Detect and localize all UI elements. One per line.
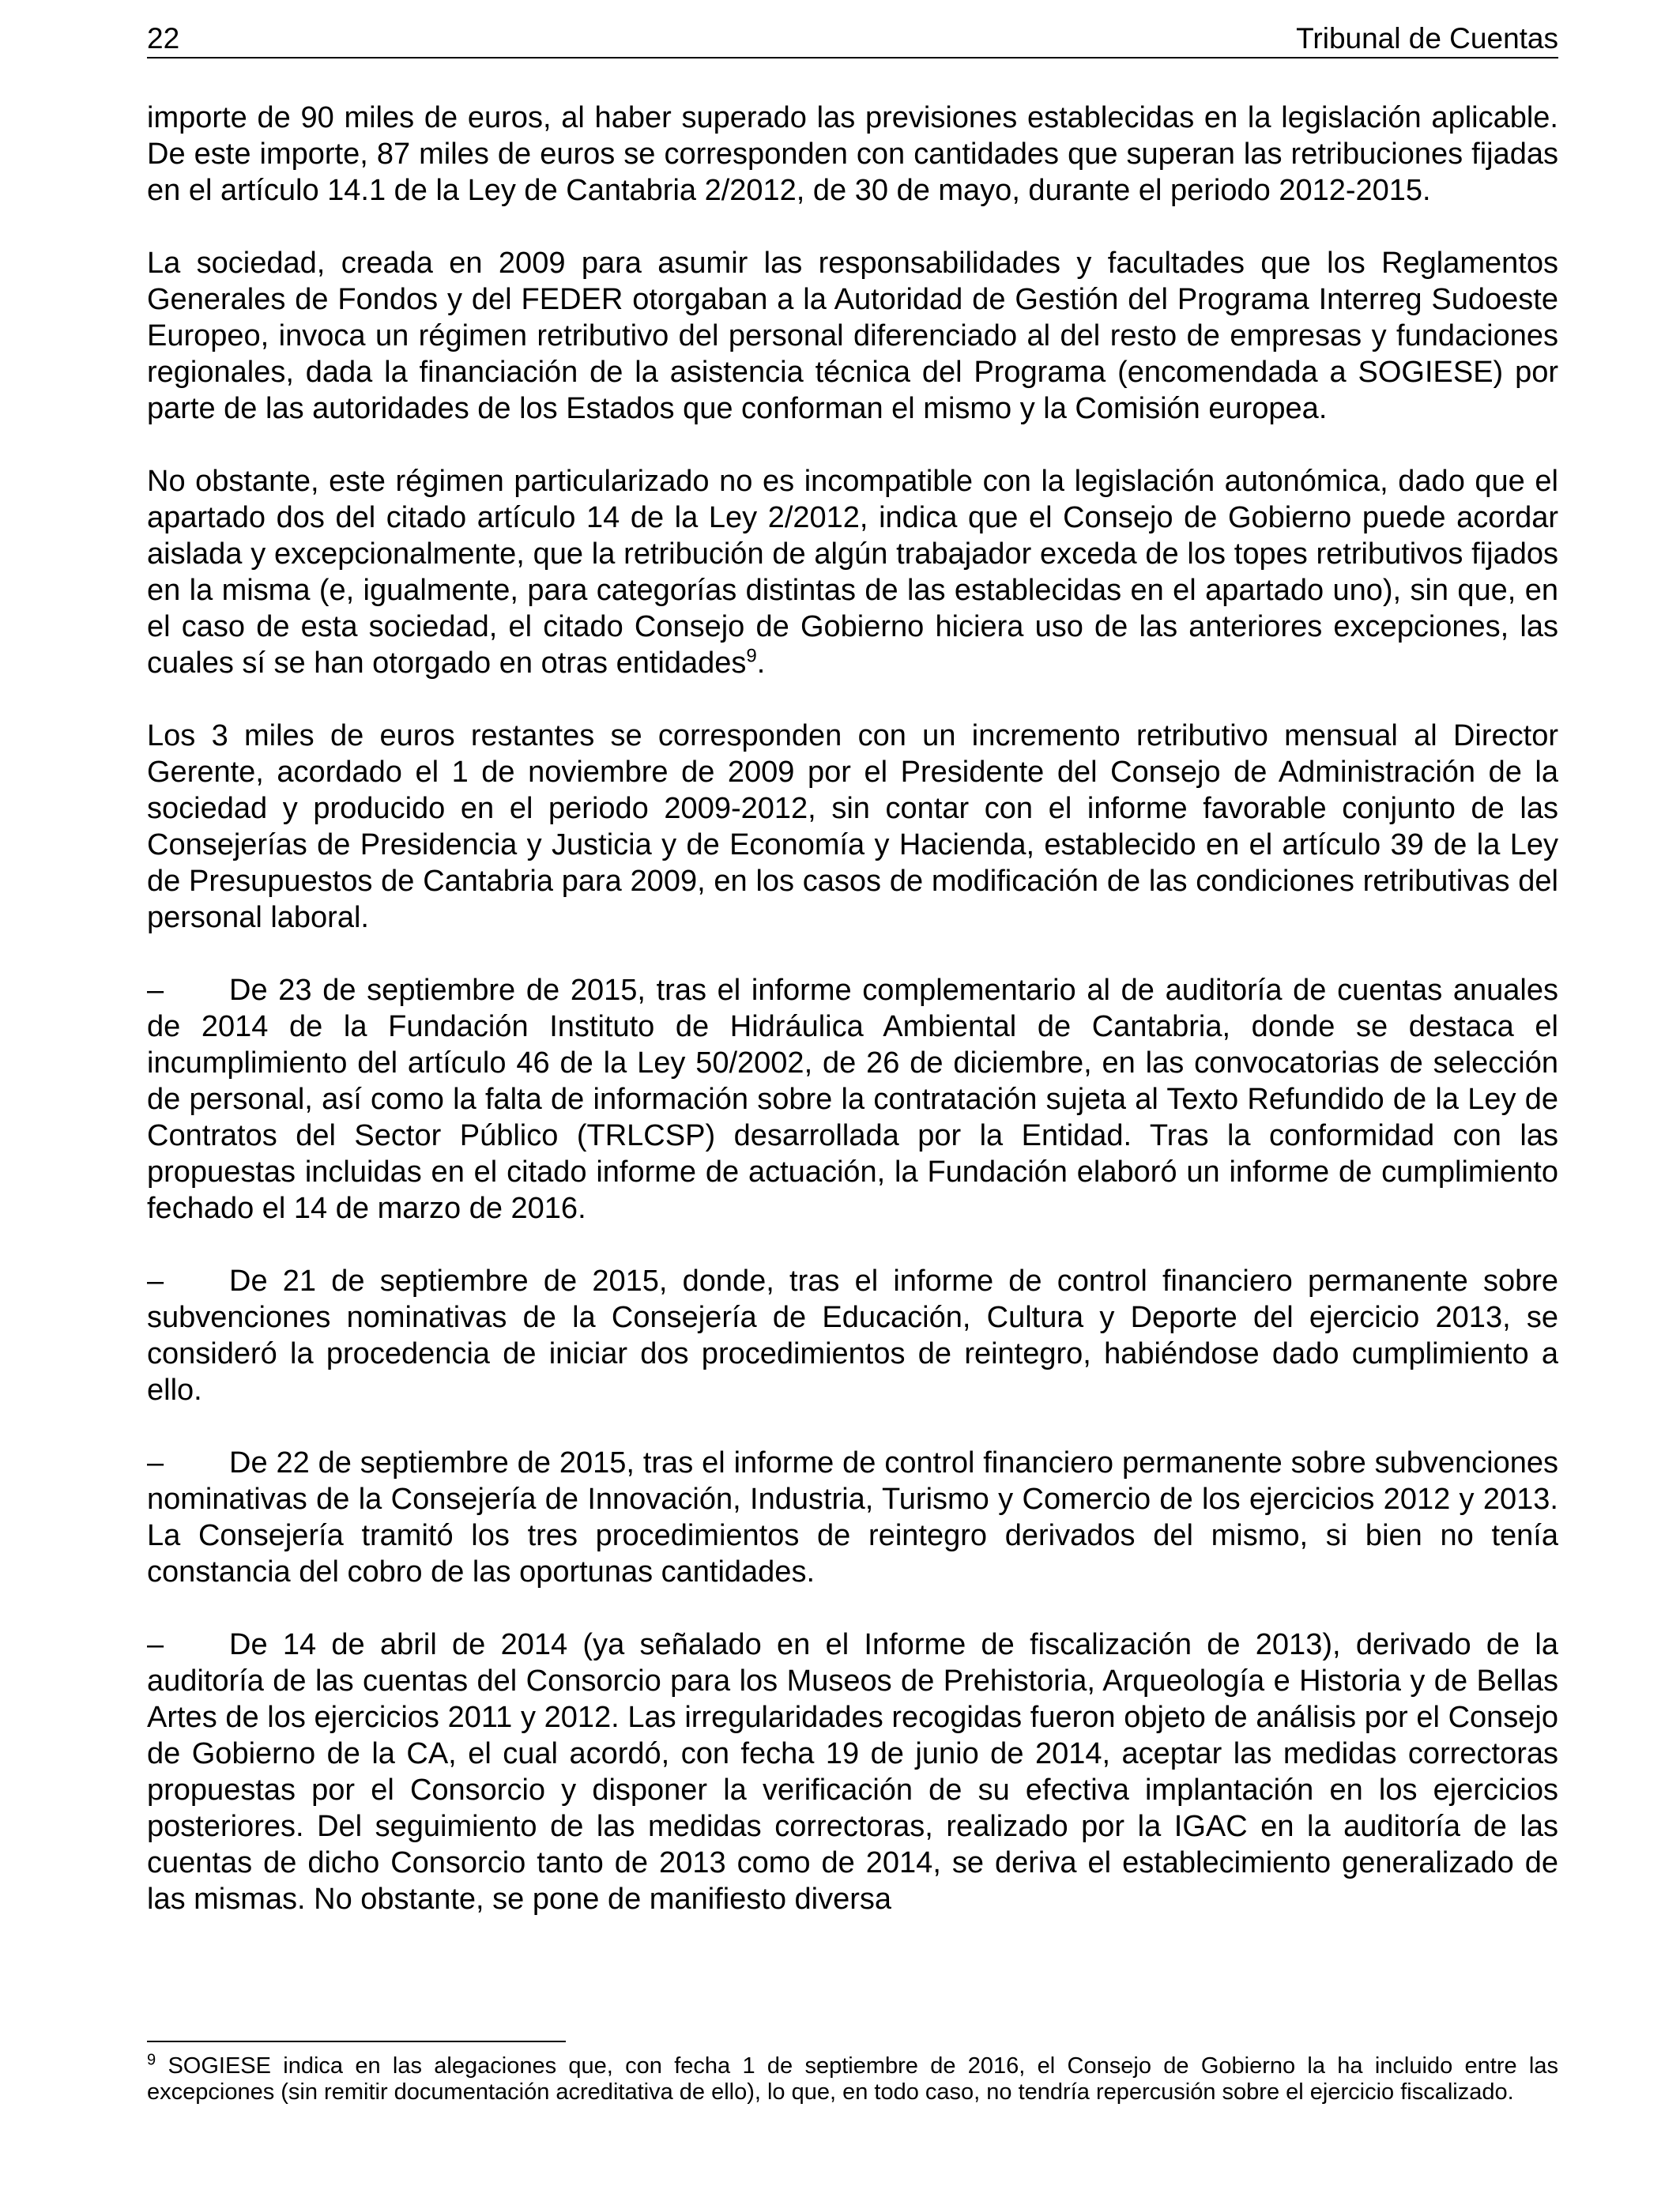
dash-bullet: –: [147, 1446, 164, 1480]
footnote-separator: [147, 2041, 566, 2042]
list-item: [147, 1627, 1558, 1917]
body-text: [147, 100, 1558, 1954]
paragraph-text: No obstante, este régimen particularizado no es incompatible con la legislación autonómica, dado que el apartado dos del citado artículo 14 de la Ley 2/2012, indica que el Consejo de Gobierno puede acordar aislada y excepcionalmente, que la retribución de algún trabajador exceda de los topes retributivos fijados en la misma (e, igualmente, para categorías distintas de las establecidas en el apartado uno), sin que, en el caso de esta sociedad, el citado Consejo de Gobierno hiciera uso de las anteriores excepciones, las cuales sí se han otorgado en otras entidades: [147, 465, 1558, 680]
list-item: [147, 1263, 1558, 1408]
paragraph: La sociedad, creada en 2009 para asumir las responsabilidades y facultades que los Reglamentos Generales de Fondos y del FEDER otorgaban a la Autoridad de Gestión del Programa Interreg Sudoeste Europeo, invoca un régimen retributivo del personal diferenciado al del resto de empresas y fundaciones regionales, dada la financiación de la asistencia técnica del Programa (encomendada a SOGIESE) por parte de las autoridades de los Estados que conforman el mismo y la Comisión europea.: [147, 247, 1558, 425]
list-item: [147, 972, 1558, 1227]
paragraph-end: .: [756, 647, 766, 680]
paragraph: [147, 463, 1558, 681]
footnote-text: SOGIESE indica en las alegaciones que, con fecha 1 de septiembre de 2016, el Consejo de Gobierno la ha incluido entre las excepciones (sin remitir documentación acreditativa de ello), lo que, en todo caso, no tendría repercusión sobre el ejercicio fiscalizado.: [147, 2053, 1558, 2105]
list-item-text: De 23 de septiembre de 2015, tras el informe complementario al de auditoría de cuentas anuales de 2014 de la Fundación Instituto de Hidráulica Ambiental de Cantabria, donde se destaca el incumplimiento del artículo 46 de la Ley 50/2002, de 26 de diciembre, en las convocatorias de selección de personal, así como la falta de información sobre la contratación sujeta al Texto Refundido de la Ley de Contratos del Sector Público (TRLCSP) desarrollada por la Entidad. Tras la conformidad con las propuestas incluidas en el citado informe de actuación, la Fundación elaboró un informe de cumplimiento fechado el 14 de marzo de 2016.: [147, 974, 1558, 1225]
page-number: 22: [147, 22, 180, 55]
list-item-text: De 21 de septiembre de 2015, donde, tras el informe de control financiero permanente sobre subvenciones nominativas de la Consejería de Educación, Cultura y Deporte del ejercicio 2013, se consideró la procedencia de iniciar dos procedimientos de reintegro, habiéndose dado cumplimiento a ello.: [147, 1265, 1558, 1407]
footnote: [147, 2053, 1558, 2105]
footnote-number: 9: [147, 2051, 156, 2069]
running-title: Tribunal de Cuentas: [1296, 22, 1558, 55]
paragraph: importe de 90 miles de euros, al haber superado las previsiones establecidas en la legislación aplicable. De este importe, 87 miles de euros se corresponden con cantidades que superan las retribuciones fijadas en el artículo 14.1 de la Ley de Cantabria 2/2012, de 30 de mayo, durante el periodo 2012-2015.: [147, 101, 1558, 207]
paragraph: Los 3 miles de euros restantes se corresponden con un incremento retributivo mensual al Director Gerente, acordado el 1 de noviembre de 2009 por el Presidente del Consejo de Administración de la sociedad y producido en el periodo 2009-2012, sin contar con el informe favorable conjunto de las Consejerías de Presidencia y Justicia y de Economía y Hacienda, establecido en el artículo 39 de la Ley de Presupuestos de Cantabria para 2009, en los casos de modificación de las condiciones retributivas del personal laboral.: [147, 719, 1558, 934]
dash-bullet: –: [147, 1628, 164, 1661]
list-item: [147, 1445, 1558, 1590]
footnote-reference[interactable]: 9: [746, 645, 757, 667]
list-item-text: De 22 de septiembre de 2015, tras el informe de control financiero permanente sobre subvenciones nominativas de la Consejería de Innovación, Industria, Turismo y Comercio de los ejercicios 2012 y 2013. La Consejería tramitó los tres procedimientos de reintegro derivados del mismo, si bien no tenía constancia del cobro de las oportunas cantidades.: [147, 1446, 1558, 1589]
list-item-text: De 14 de abril de 2014 (ya señalado en el Informe de fiscalización de 2013), derivado de la auditoría de las cuentas del Consorcio para los Museos de Prehistoria, Arqueología e Historia y de Bellas Artes de los ejercicios 2011 y 2012. Las irregularidades recogidas fueron objeto de análisis por el Consejo de Gobierno de la CA, el cual acordó, con fecha 19 de junio de 2014, aceptar las medidas correctoras propuestas por el Consorcio y disponer la verificación de su efectiva implantación en los ejercicios posteriores. Del seguimiento de las medidas correctoras, realizado por la IGAC en la auditoría de las cuentas de dicho Consorcio tanto de 2013 como de 2014, se deriva el establecimiento generalizado de las mismas. No obstante, se pone de manifiesto diversa: [147, 1628, 1558, 1916]
dash-bullet: –: [147, 1265, 164, 1298]
page-header: [147, 17, 1558, 58]
dash-bullet: –: [147, 974, 164, 1007]
